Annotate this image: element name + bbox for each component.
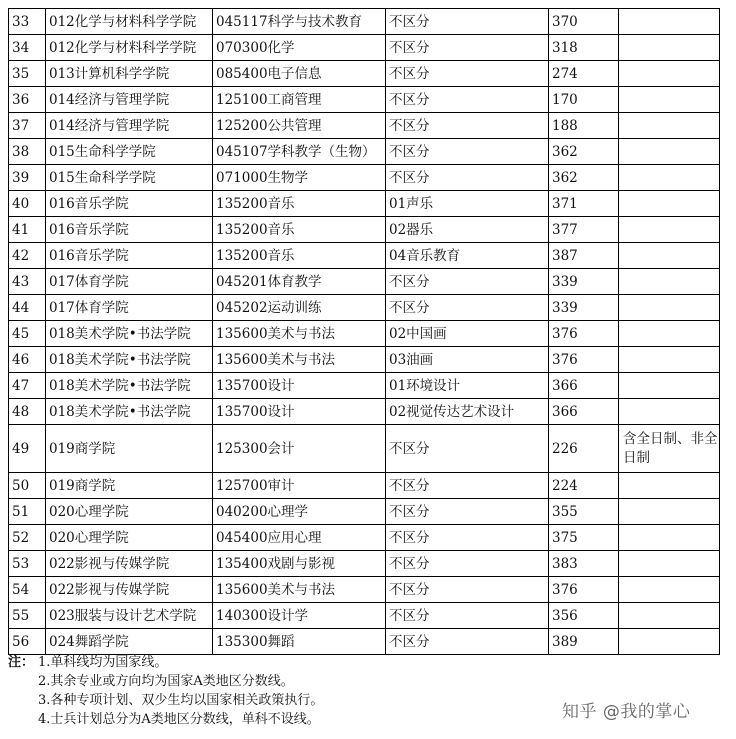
row-number-cell: 35: [9, 61, 46, 87]
major-cell: 125100工商管理: [213, 87, 386, 113]
direction-cell: 01环境设计: [386, 373, 549, 399]
score-cell: 224: [549, 473, 619, 499]
college-cell: 020心理学院: [46, 525, 213, 551]
major-cell: 135200音乐: [213, 191, 386, 217]
note-cell: [619, 139, 720, 165]
college-cell: 018美术学院•书法学院: [46, 347, 213, 373]
score-cell: 356: [549, 603, 619, 629]
row-number-cell: 52: [9, 525, 46, 551]
major-cell: 140300设计学: [213, 603, 386, 629]
direction-cell: 不区分: [386, 473, 549, 499]
note-cell: [619, 295, 720, 321]
direction-cell: 不区分: [386, 603, 549, 629]
footnote-line: [8, 653, 323, 672]
college-cell: 022影视与传媒学院: [46, 551, 213, 577]
score-table: [8, 8, 720, 655]
major-cell: 135300舞蹈: [213, 629, 386, 655]
note-cell: [619, 269, 720, 295]
college-cell: 016音乐学院: [46, 217, 213, 243]
direction-cell: 02视觉传达艺术设计: [386, 399, 549, 425]
note-cell: [619, 243, 720, 269]
table-row: [9, 139, 720, 165]
score-cell: 170: [549, 87, 619, 113]
table-row: [9, 35, 720, 61]
note-cell: [619, 87, 720, 113]
row-number-cell: 43: [9, 269, 46, 295]
table-row: [9, 499, 720, 525]
footnote-text: 4.士兵计划总分为A类地区分数线，单科不设线。: [38, 712, 320, 727]
college-cell: 019商学院: [46, 425, 213, 473]
score-cell: 362: [549, 139, 619, 165]
table-row: [9, 61, 720, 87]
table-row: [9, 217, 720, 243]
direction-cell: 不区分: [386, 269, 549, 295]
score-cell: 355: [549, 499, 619, 525]
footnote-line: [8, 691, 323, 710]
table-row: [9, 113, 720, 139]
college-cell: 015生命科学学院: [46, 165, 213, 191]
table-row: [9, 191, 720, 217]
table-row: [9, 373, 720, 399]
row-number-cell: 44: [9, 295, 46, 321]
table-row: [9, 425, 720, 473]
watermark: 知乎 @我的掌心: [562, 702, 691, 722]
major-cell: 040200心理学: [213, 499, 386, 525]
row-number-cell: 51: [9, 499, 46, 525]
college-cell: 018美术学院•书法学院: [46, 321, 213, 347]
row-number-cell: 54: [9, 577, 46, 603]
major-cell: 135400戏剧与影视: [213, 551, 386, 577]
major-cell: 135600美术与书法: [213, 577, 386, 603]
score-cell: 371: [549, 191, 619, 217]
note-cell: [619, 373, 720, 399]
note-cell: [619, 603, 720, 629]
footnote-lead: 注：: [8, 655, 35, 670]
footnote-text: 2.其余专业或方向均为国家A类地区分数线。: [38, 674, 294, 689]
score-cell: 383: [549, 551, 619, 577]
college-cell: 017体育学院: [46, 295, 213, 321]
row-number-cell: 47: [9, 373, 46, 399]
note-cell: [619, 577, 720, 603]
major-cell: 070300化学: [213, 35, 386, 61]
score-cell: 387: [549, 243, 619, 269]
college-cell: 024舞蹈学院: [46, 629, 213, 655]
row-number-cell: 39: [9, 165, 46, 191]
row-number-cell: 41: [9, 217, 46, 243]
table-body: [9, 9, 720, 655]
score-cell: 375: [549, 525, 619, 551]
major-cell: 135200音乐: [213, 217, 386, 243]
college-cell: 018美术学院•书法学院: [46, 399, 213, 425]
score-cell: 339: [549, 269, 619, 295]
row-number-cell: 53: [9, 551, 46, 577]
note-cell: [619, 525, 720, 551]
row-number-cell: 46: [9, 347, 46, 373]
footnote-text: 3.各种专项计划、双少生均以国家相关政策执行。: [38, 693, 324, 708]
table-row: [9, 473, 720, 499]
direction-cell: 不区分: [386, 577, 549, 603]
college-cell: 017体育学院: [46, 269, 213, 295]
row-number-cell: 49: [9, 425, 46, 473]
note-cell: [619, 9, 720, 35]
score-cell: 376: [549, 347, 619, 373]
college-cell: 016音乐学院: [46, 191, 213, 217]
score-cell: 274: [549, 61, 619, 87]
note-cell: [619, 61, 720, 87]
major-cell: 135600美术与书法: [213, 347, 386, 373]
direction-cell: 不区分: [386, 165, 549, 191]
table-row: [9, 321, 720, 347]
note-cell: [619, 113, 720, 139]
major-cell: 135700设计: [213, 399, 386, 425]
row-number-cell: 33: [9, 9, 46, 35]
direction-cell: 不区分: [386, 551, 549, 577]
row-number-cell: 56: [9, 629, 46, 655]
college-cell: 023服装与设计艺术学院: [46, 603, 213, 629]
note-cell: [619, 629, 720, 655]
direction-cell: 04音乐教育: [386, 243, 549, 269]
major-cell: 125300会计: [213, 425, 386, 473]
score-cell: 376: [549, 321, 619, 347]
row-number-cell: 55: [9, 603, 46, 629]
college-cell: 012化学与材料科学学院: [46, 35, 213, 61]
direction-cell: 不区分: [386, 499, 549, 525]
college-cell: 020心理学院: [46, 499, 213, 525]
major-cell: 135700设计: [213, 373, 386, 399]
note-cell: [619, 191, 720, 217]
row-number-cell: 40: [9, 191, 46, 217]
direction-cell: 02中国画: [386, 321, 549, 347]
direction-cell: 02器乐: [386, 217, 549, 243]
note-cell: [619, 347, 720, 373]
row-number-cell: 50: [9, 473, 46, 499]
major-cell: 125200公共管理: [213, 113, 386, 139]
score-cell: 370: [549, 9, 619, 35]
direction-cell: 不区分: [386, 61, 549, 87]
row-number-cell: 42: [9, 243, 46, 269]
college-cell: 022影视与传媒学院: [46, 577, 213, 603]
score-cell: 362: [549, 165, 619, 191]
score-cell: 366: [549, 373, 619, 399]
note-cell: [619, 473, 720, 499]
major-cell: 125700审计: [213, 473, 386, 499]
table-row: [9, 603, 720, 629]
direction-cell: 不区分: [386, 139, 549, 165]
note-cell: [619, 499, 720, 525]
score-cell: 339: [549, 295, 619, 321]
major-cell: 071000生物学: [213, 165, 386, 191]
college-cell: 013计算机科学学院: [46, 61, 213, 87]
footnote-text: 1.单科线均为国家线。: [38, 655, 168, 670]
score-cell: 389: [549, 629, 619, 655]
college-cell: 014经济与管理学院: [46, 87, 213, 113]
direction-cell: 不区分: [386, 425, 549, 473]
direction-cell: 不区分: [386, 87, 549, 113]
college-cell: 018美术学院•书法学院: [46, 373, 213, 399]
note-cell: [619, 165, 720, 191]
note-cell: [619, 35, 720, 61]
major-cell: 085400电子信息: [213, 61, 386, 87]
college-cell: 019商学院: [46, 473, 213, 499]
major-cell: 045107学科教学（生物）: [213, 139, 386, 165]
row-number-cell: 48: [9, 399, 46, 425]
direction-cell: 不区分: [386, 9, 549, 35]
footnotes: [8, 653, 323, 729]
score-cell: 318: [549, 35, 619, 61]
table-row: [9, 243, 720, 269]
college-cell: 016音乐学院: [46, 243, 213, 269]
table-row: [9, 165, 720, 191]
major-cell: 135600美术与书法: [213, 321, 386, 347]
note-cell: [619, 399, 720, 425]
score-cell: 376: [549, 577, 619, 603]
table-row: [9, 399, 720, 425]
direction-cell: 不区分: [386, 525, 549, 551]
table-row: [9, 525, 720, 551]
score-cell: 366: [549, 399, 619, 425]
score-cell: 377: [549, 217, 619, 243]
college-cell: 014经济与管理学院: [46, 113, 213, 139]
row-number-cell: 36: [9, 87, 46, 113]
note-cell: [619, 217, 720, 243]
direction-cell: 01声乐: [386, 191, 549, 217]
direction-cell: 不区分: [386, 35, 549, 61]
score-table-container: [8, 8, 720, 655]
major-cell: 045201体育教学: [213, 269, 386, 295]
row-number-cell: 37: [9, 113, 46, 139]
major-cell: 135200音乐: [213, 243, 386, 269]
table-row: [9, 551, 720, 577]
note-cell: 含全日制、非全日制: [619, 425, 720, 473]
table-row: [9, 9, 720, 35]
direction-cell: 不区分: [386, 113, 549, 139]
direction-cell: 不区分: [386, 629, 549, 655]
college-cell: 015生命科学学院: [46, 139, 213, 165]
table-row: [9, 87, 720, 113]
direction-cell: 03油画: [386, 347, 549, 373]
note-cell: [619, 551, 720, 577]
footnote-line: [8, 710, 323, 729]
college-cell: 012化学与材料科学学院: [46, 9, 213, 35]
row-number-cell: 38: [9, 139, 46, 165]
row-number-cell: 34: [9, 35, 46, 61]
table-row: [9, 295, 720, 321]
score-cell: 226: [549, 425, 619, 473]
footnote-line: [8, 672, 323, 691]
major-cell: 045400应用心理: [213, 525, 386, 551]
score-cell: 188: [549, 113, 619, 139]
row-number-cell: 45: [9, 321, 46, 347]
table-row: [9, 347, 720, 373]
major-cell: 045202运动训练: [213, 295, 386, 321]
table-row: [9, 269, 720, 295]
table-row: [9, 629, 720, 655]
table-row: [9, 577, 720, 603]
direction-cell: 不区分: [386, 295, 549, 321]
note-cell: [619, 321, 720, 347]
major-cell: 045117科学与技术教育: [213, 9, 386, 35]
